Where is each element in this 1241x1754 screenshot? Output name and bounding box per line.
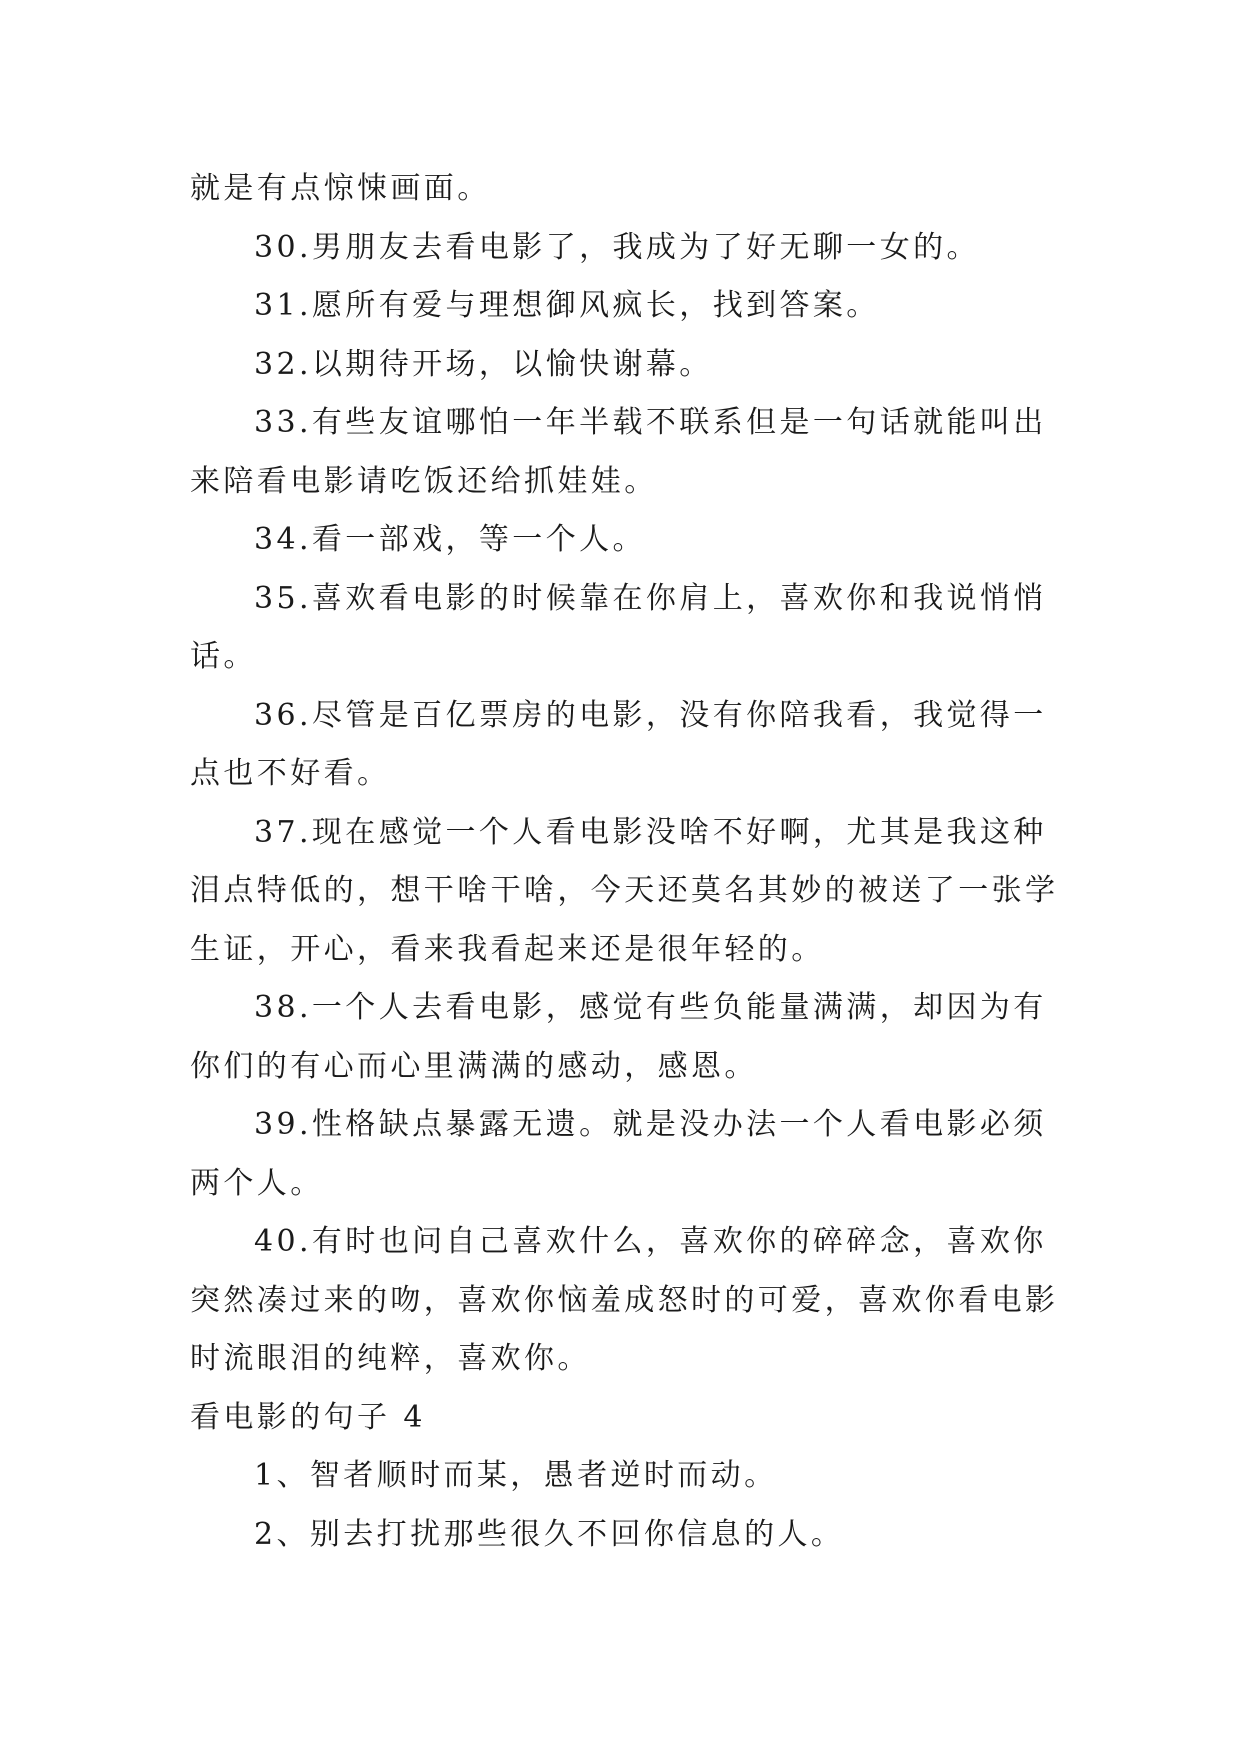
list-item-35: 35.喜欢看电影的时候靠在你肩上，喜欢你和我说悄悄 (254, 580, 1047, 616)
list-item-31: 31.愿所有爱与理想御风疯长，找到答案。 (254, 288, 880, 323)
document-body (190, 160, 1060, 1564)
list-item-36: 36.尽管是百亿票房的电影，没有你陪我看，我觉得一 (254, 697, 1047, 733)
list-item-40-cont: 时流眼泪的纯粹，喜欢你。 (190, 1341, 591, 1376)
list-item-2: 2、别去打扰那些很久不回你信息的人。 (254, 1516, 845, 1552)
section-heading: 看电影的句子 4 (190, 1399, 426, 1435)
list-item-37-cont: 泪点特低的，想干啥干啥，今天还莫名其妙的被送了一张学 (190, 873, 1059, 908)
list-item-40-cont: 突然凑过来的吻，喜欢你恼羞成怒时的可爱，喜欢你看电影 (190, 1282, 1059, 1318)
list-item-35-cont: 话。 (190, 639, 257, 674)
list-item-33: 33.有些友谊哪怕一年半载不联系但是一句话就能叫出 (254, 405, 1047, 440)
list-item-32: 32.以期待开场，以愉快谢幕。 (254, 346, 713, 382)
list-item-1: 1、智者顺时而某，愚者逆时而动。 (254, 1458, 778, 1493)
list-item-39: 39.性格缺点暴露无遗。就是没办法一个人看电影必须 (254, 1107, 1047, 1142)
paragraph-line: 就是有点惊悚画面。 (190, 171, 491, 206)
list-item-30: 30.男朋友去看电影了，我成为了好无聊一女的。 (254, 229, 980, 265)
list-item-38-cont: 你们的有心而心里满满的感动，感恩。 (190, 1048, 758, 1084)
list-item-36-cont: 点也不好看。 (190, 756, 391, 791)
list-item-33-cont: 来陪看电影请吃饭还给抓娃娃。 (190, 463, 658, 499)
list-item-37-cont: 生证，开心，看来我看起来还是很年轻的。 (190, 931, 825, 967)
list-item-40: 40.有时也问自己喜欢什么，喜欢你的碎碎念，喜欢你 (254, 1224, 1047, 1259)
list-item-38: 38.一个人去看电影，感觉有些负能量满满，却因为有 (254, 990, 1047, 1025)
list-item-37: 37.现在感觉一个人看电影没啥不好啊，尤其是我这种 (254, 814, 1047, 850)
list-item-39-cont: 两个人。 (190, 1165, 324, 1201)
list-item-34: 34.看一部戏，等一个人。 (254, 522, 646, 557)
